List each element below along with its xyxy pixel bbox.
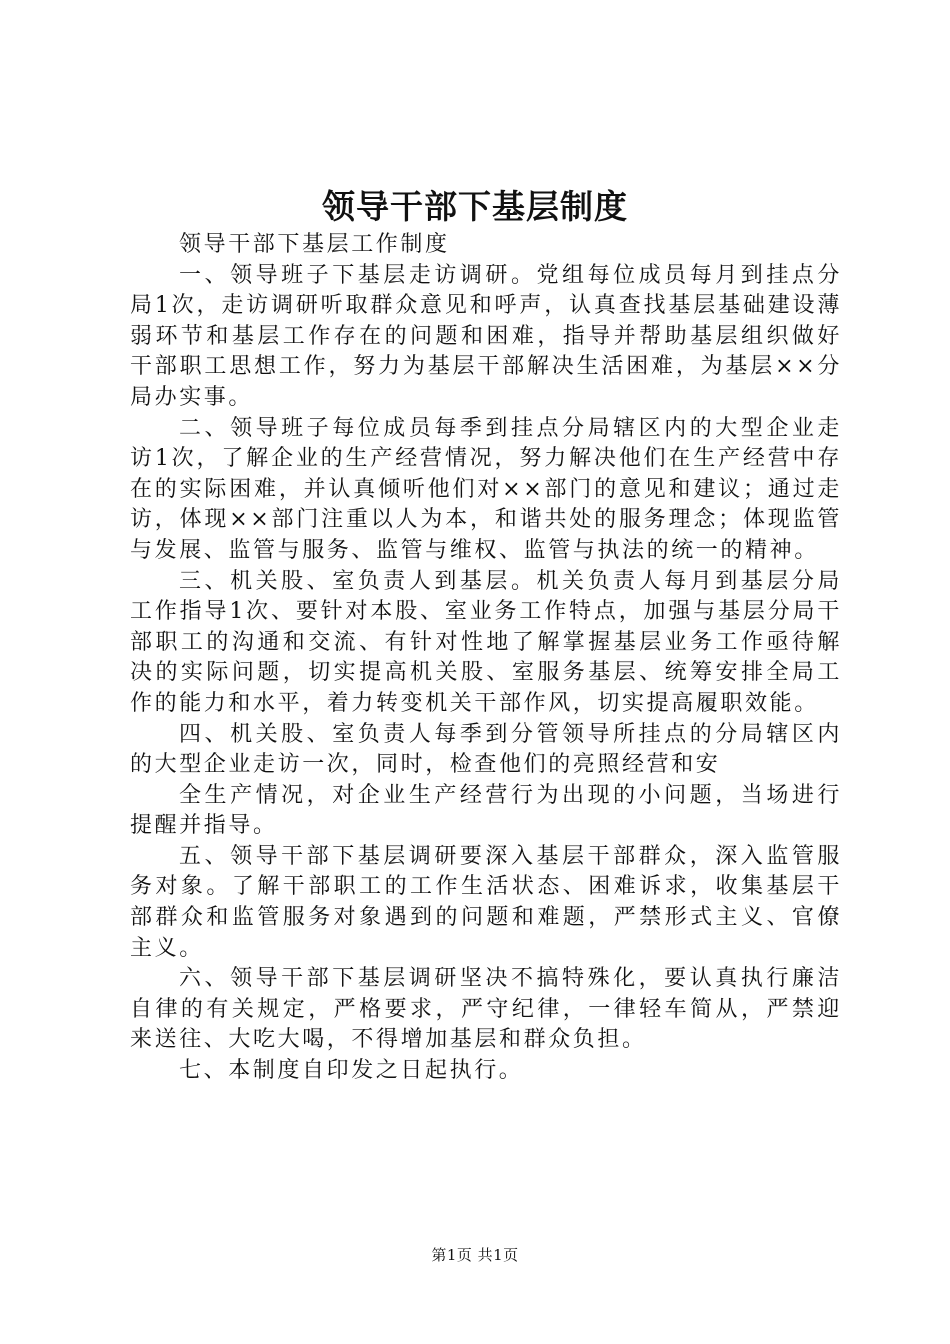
paragraph-item-3: 三、机关股、室负责人到基层。机关负责人每月到基层分局工作指导1次、要针对本股、室业务工作特点，加强与基层分局干部职工的沟通和交流、有针对性地了解掌握基层业务工作亟待解决的实际问题，切实提高机关股、室服务基层、统筹安排全局工作的能力和水平，着力转变机关干部作风，切实提高履职效能。 <box>130 568 842 716</box>
paragraph-item-4: 四、机关股、室负责人每季到分管领导所挂点的分局辖区内的大型企业走访一次，同时，检查他们的亮照经营和安 <box>130 721 842 778</box>
paragraph-item-4-continued: 全生产情况，对企业生产经营行为出现的小问题，当场进行提醒并指导。 <box>130 782 842 839</box>
paragraph-item-5: 五、领导干部下基层调研要深入基层干部群众，深入监管服务对象。了解干部职工的工作生活状态、困难诉求，收集基层干部群众和监管服务对象遇到的问题和难题，严禁形式主义、官僚主义。 <box>130 843 842 961</box>
document-title: 领导干部下基层制度 <box>322 187 628 226</box>
paragraph-item-7: 七、本制度自印发之日起执行。 <box>179 1058 524 1084</box>
page-number-footer: 第1页 共1页 <box>431 1246 519 1264</box>
document-body <box>130 230 842 1087</box>
paragraph-item-2: 二、领导班子每位成员每季到挂点分局辖区内的大型企业走访1次，了解企业的生产经营情况，努力解决他们在生产经营中存在的实际困难，并认真倾听他们对××部门的意见和建议；通过走访，体现××部门注重以人为本，和谐共处的服务理念；体现监管与发展、监管与服务、监管与维权、监管与执法的统一的精神。 <box>130 415 842 563</box>
paragraph-item-6: 六、领导干部下基层调研坚决不搞特殊化，要认真执行廉洁自律的有关规定，严格要求，严守纪律，一律轻车简从，严禁迎来送往、大吃大喝，不得增加基层和群众负担。 <box>130 966 842 1053</box>
paragraph-subtitle: 领导干部下基层工作制度 <box>179 232 450 257</box>
paragraph-item-1: 一、领导班子下基层走访调研。党组每位成员每月到挂点分局1次，走访调研听取群众意见和呼声，认真查找基层基础建设薄弱环节和基层工作存在的问题和困难，指导并帮助基层组织做好干部职工思想工作，努力为基层干部解决生活困难，为基层××分局办实事。 <box>130 262 842 410</box>
